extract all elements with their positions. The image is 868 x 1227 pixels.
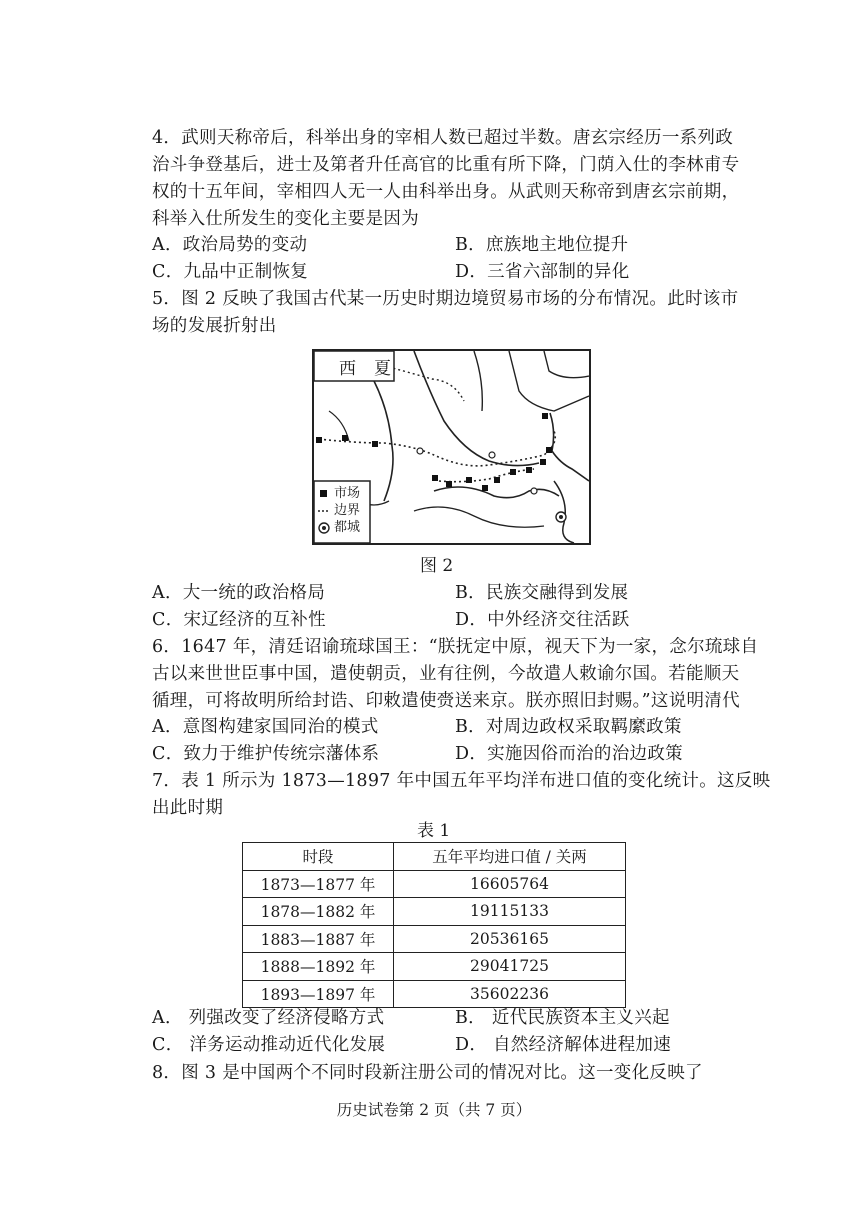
table-row	[243, 980, 626, 1008]
q4-stem-line-2: 治斗争登基后，进士及第者升任高官的比重有所下降，门荫入仕的李林甫专	[152, 155, 740, 175]
legend-capital-dot	[322, 526, 326, 530]
market-marker	[342, 435, 348, 441]
table-cell-value: 16605764	[394, 870, 626, 898]
q7-stem-line-2: 出此时期	[152, 798, 224, 818]
river-line	[434, 487, 559, 498]
q4-option-b: B．庶族地主地位提升	[455, 235, 629, 255]
market-marker	[542, 413, 548, 419]
legend-capital-label: 都城	[334, 520, 361, 535]
table-cell-period: 1893—1897 年	[243, 980, 394, 1008]
q5-option-a: A．大一统的政治格局	[152, 583, 326, 603]
table-cell-period: 1873—1877 年	[243, 870, 394, 898]
table-cell-value: 19115133	[394, 898, 626, 926]
table-header-value: 五年平均进口值 / 关两	[394, 843, 626, 871]
page-footer: 历史试卷第 2 页（共 7 页）	[336, 1101, 532, 1119]
table-cell-period: 1883—1887 年	[243, 925, 394, 953]
import-value-table	[242, 842, 626, 1008]
q6-option-b: B．对周边政权采取羁縻政策	[455, 717, 682, 737]
q5-option-c: C．宋辽经济的互补性	[152, 610, 326, 630]
q7-option-d: D． 自然经济解体进程加速	[455, 1035, 671, 1055]
q4-option-d: D．三省六部制的异化	[455, 262, 630, 282]
q7-option-c: C． 洋务运动推动近代化发展	[152, 1035, 386, 1055]
boundary-line	[439, 469, 534, 482]
q6-option-c: C．致力于维护传统宗藩体系	[152, 744, 380, 764]
q6-stem-line-1: 6．1647 年，清廷诏谕琉球国王：“朕抚定中原，视天下为一家，念尔琉球自	[152, 637, 759, 657]
table-row	[243, 870, 626, 898]
q7-stem-line-1: 7．表 1 所示为 1873—1897 年中国五年平均洋布进口值的变化统计。这反映	[152, 771, 771, 791]
map-region-label-xi: 西	[339, 359, 356, 379]
market-marker	[316, 437, 322, 443]
market-marker	[466, 477, 472, 483]
map-region-label-xia: 夏	[374, 359, 391, 379]
table-cell-period: 1878—1882 年	[243, 898, 394, 926]
boundary-line	[319, 431, 555, 466]
river-line	[414, 507, 544, 527]
market-marker	[526, 467, 532, 473]
q6-stem-line-3: 循理，可将故明所给封诰、印敕遣使赍送来京。朕亦照旧封赐。”这说明清代	[152, 691, 740, 711]
market-marker	[494, 477, 500, 483]
city-marker	[417, 448, 423, 454]
q7-option-a: A． 列强改变了经济侵略方式	[152, 1008, 385, 1028]
market-marker	[540, 459, 546, 465]
coastline	[550, 413, 589, 481]
legend-boundary-label: 边界	[334, 503, 361, 518]
river-line	[474, 351, 482, 411]
legend-market-label: 市场	[334, 486, 361, 501]
table-row	[243, 925, 626, 953]
city-marker	[489, 452, 495, 458]
market-marker	[446, 481, 452, 487]
q6-option-d: D．实施因俗而治的治边政策	[455, 744, 683, 764]
table-1-caption: 表 1	[417, 821, 451, 841]
figure-2-caption: 图 2	[420, 556, 454, 576]
q6-option-a: A．意图构建家国同治的模式	[152, 717, 379, 737]
market-marker	[482, 485, 488, 491]
q8-stem-line-1: 8．图 3 是中国两个不同时段新注册公司的情况对比。这一变化反映了	[152, 1063, 703, 1083]
table-cell-value: 20536165	[394, 925, 626, 953]
q4-stem-line-1: 4．武则天称帝后，科举出身的宰相人数已超过半数。唐玄宗经历一系列政	[152, 128, 734, 148]
q5-stem-line-1: 5．图 2 反映了我国古代某一历史时期边境贸易市场的分布情况。此时该市	[152, 289, 739, 309]
river-line	[414, 351, 539, 466]
q5-option-d: D．中外经济交往活跃	[455, 610, 630, 630]
coastline	[554, 481, 574, 543]
table-row	[243, 898, 626, 926]
capital-marker-dot	[559, 515, 563, 519]
coastline	[509, 351, 589, 411]
table-cell-value: 29041725	[394, 953, 626, 981]
market-marker	[432, 475, 438, 481]
table-cell-period: 1888—1892 年	[243, 953, 394, 981]
q4-stem-line-4: 科举入仕所发生的变化主要是因为	[152, 209, 419, 229]
city-marker	[531, 488, 537, 494]
q5-option-b: B．民族交融得到发展	[455, 583, 629, 603]
coastline	[544, 351, 589, 378]
q6-stem-line-2: 古以来世世臣事中国，遣使朝贡，业有往例，今故遣人敕谕尔国。若能顺天	[152, 664, 740, 684]
q4-stem-line-3: 权的十五年间，宰相四人无一人由科举出身。从武则天称帝到唐玄宗前期，	[152, 182, 740, 202]
q5-stem-line-2: 场的发展折射出	[152, 316, 277, 336]
table-row	[243, 953, 626, 981]
border-market-map	[312, 349, 591, 545]
market-marker	[372, 441, 378, 447]
legend-market-symbol	[320, 490, 327, 497]
q4-option-a: A．政治局势的变动	[152, 235, 308, 255]
table-header-row	[243, 843, 626, 871]
q4-option-c: C．九品中正制恢复	[152, 262, 309, 282]
table-cell-value: 35602236	[394, 980, 626, 1008]
table-header-period: 时段	[243, 843, 394, 871]
market-marker	[510, 469, 516, 475]
q7-option-b: B． 近代民族资本主义兴起	[455, 1008, 670, 1028]
market-marker	[546, 447, 552, 453]
